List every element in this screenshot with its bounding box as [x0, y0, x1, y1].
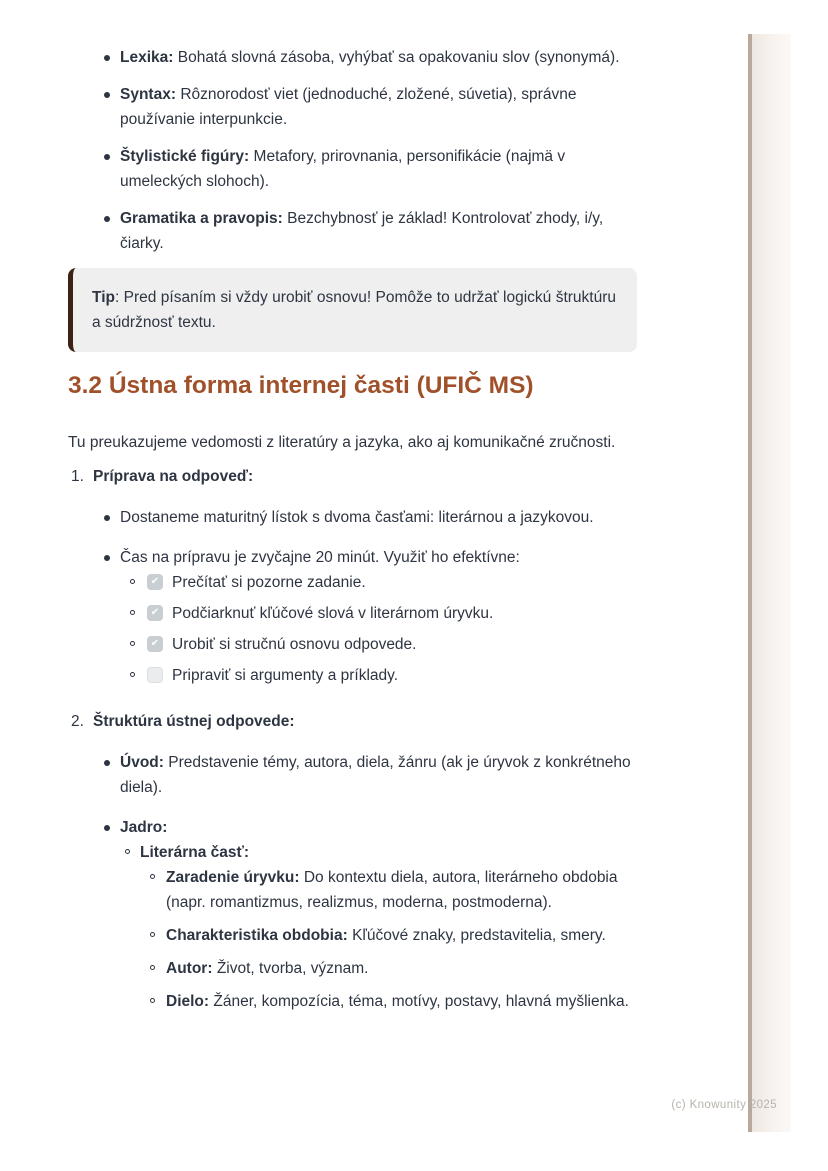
circle-bullet-icon: [150, 874, 155, 879]
bullet-icon: [104, 555, 110, 561]
list-item-text: Metafory, prirovnania, personifikácie (najmä v umeleckých slohoch).: [120, 148, 566, 190]
list-item-text: Predstavenie témy, autora, diela, žánru (ak je úryvok z konkrétneho diela).: [120, 754, 631, 796]
step-priprava: [68, 464, 637, 688]
checklist-item: [120, 601, 637, 626]
step-bullet-list: [68, 505, 637, 688]
checkbox-icon[interactable]: [147, 636, 163, 652]
steps-list: [68, 464, 637, 1014]
list-item-label: Štylistické figúry:: [120, 148, 250, 165]
list-item-text: Bohatá slovná zásoba, vyhýbať sa opakovaniu slov (synonymá).: [177, 49, 620, 66]
tip-body: : Pred písaním si vždy urobiť osnovu! Pomôže to udržať logickú štruktúru a súdržnosť textu.: [92, 289, 616, 331]
bullet-icon: [104, 515, 110, 521]
step-number: 1.: [71, 468, 84, 485]
step-number: 2.: [71, 713, 84, 730]
circle-bullet-icon: [150, 965, 155, 970]
checklist-item: [120, 663, 637, 688]
list-item-stylisticke-figury: [68, 144, 637, 194]
list-item-syntax: [68, 82, 637, 132]
list-item-text: Bezchybnosť je základ! Kontrolovať zhody, i/y, čiarky.: [120, 210, 604, 252]
list-item-lexika: [68, 45, 637, 70]
list-item-text: Rôznorodosť viet (jednoduché, zložené, súvetia), správne používanie interpunkcie.: [120, 86, 577, 128]
checkbox-icon[interactable]: [147, 574, 163, 590]
bullet-icon: [104, 92, 110, 98]
checklist-item: [120, 632, 637, 657]
list-item-maturitny-listok: [68, 505, 637, 530]
bullet-icon: [104, 154, 110, 160]
list-item-autor: [140, 956, 637, 981]
list-item-text: Život, tvorba, význam.: [216, 960, 369, 977]
circle-bullet-icon: [130, 610, 135, 615]
literarna-sublist: [140, 865, 637, 1014]
list-item-text: Kľúčové znaky, predstavitelia, smery.: [352, 927, 606, 944]
step-title-row: [68, 709, 637, 734]
list-item-label: Lexika:: [120, 49, 174, 66]
step-title: Príprava na odpoveď:: [93, 468, 254, 485]
section-intro: Tu preukazujeme vedomosti z literatúry a jazyka, ako aj komunikačné zručnosti.: [68, 434, 616, 451]
circle-bullet-icon: [130, 672, 135, 677]
checkbox-icon[interactable]: [147, 605, 163, 621]
checklist-item-text: Prečítať si pozorne zadanie.: [172, 574, 366, 591]
page-edge-strip: [748, 34, 791, 1132]
writing-quality-list: [68, 45, 637, 256]
list-item-label: Jadro:: [120, 819, 168, 836]
list-item-charakteristika-obdobia: [140, 923, 637, 948]
checklist-item-text: Podčiarknuť kľúčové slová v literárnom úryvku.: [172, 605, 494, 622]
list-item-label: Dielo:: [166, 993, 210, 1010]
list-item-label: Gramatika a pravopis:: [120, 210, 283, 227]
tip-text: [92, 285, 616, 335]
list-item-label: Charakteristika obdobia:: [166, 927, 348, 944]
list-item-text: Čas na prípravu je zvyčajne 20 minút. Využiť ho efektívne:: [120, 549, 520, 566]
step-title: Štruktúra ústnej odpovede:: [93, 713, 295, 730]
list-item-uvod: [68, 750, 637, 800]
circle-bullet-icon: [150, 998, 155, 1003]
list-item-label: Autor:: [166, 960, 213, 977]
list-item-gramatika: [68, 206, 637, 256]
checklist-item: [120, 570, 637, 595]
list-item-label: Úvod:: [120, 754, 164, 771]
preparation-checklist: [120, 570, 637, 688]
document-content: [68, 45, 637, 1035]
jadro-sublist: [120, 840, 637, 1014]
step-struktura: [68, 709, 637, 1014]
bullet-icon: [104, 825, 110, 831]
list-item-cas-na-pripravu: [68, 545, 637, 688]
checklist-item-text: Pripraviť si argumenty a príklady.: [172, 667, 399, 684]
copyright-watermark: (c) Knowunity 2025: [671, 1099, 777, 1111]
bullet-icon: [104, 55, 110, 61]
bullet-icon: [104, 760, 110, 766]
list-item-zaradenie-uryvku: [140, 865, 637, 915]
list-item-jadro: [68, 815, 637, 1014]
bullet-icon: [104, 216, 110, 222]
circle-bullet-icon: [130, 641, 135, 646]
tip-label: Tip: [92, 289, 115, 306]
tip-callout: [68, 268, 637, 352]
list-item-text: Do kontextu diela, autora, literárneho obdobia (napr. romantizmus, realizmus, moderna, postmoderna).: [166, 869, 618, 911]
checklist-item-text: Urobiť si stručnú osnovu odpovede.: [172, 636, 417, 653]
step-title-row: [68, 464, 637, 489]
circle-bullet-icon: [130, 579, 135, 584]
section-heading: 3.2 Ústna forma internej časti (UFIČ MS): [68, 372, 534, 399]
list-item-label: Literárna časť:: [140, 844, 250, 861]
circle-bullet-icon: [150, 932, 155, 937]
list-item-literarna-cast: [120, 840, 637, 1014]
step-bullet-list: [68, 750, 637, 1014]
list-item-label: Syntax:: [120, 86, 176, 103]
list-item-label: Zaradenie úryvku:: [166, 869, 300, 886]
list-item-text: Dostaneme maturitný lístok s dvoma časťami: literárnou a jazykovou.: [120, 509, 594, 526]
circle-bullet-icon: [125, 849, 130, 854]
list-item-dielo: [140, 989, 637, 1014]
list-item-text: Žáner, kompozícia, téma, motívy, postavy, hlavná myšlienka.: [213, 993, 629, 1010]
checkbox-icon[interactable]: [147, 667, 163, 683]
